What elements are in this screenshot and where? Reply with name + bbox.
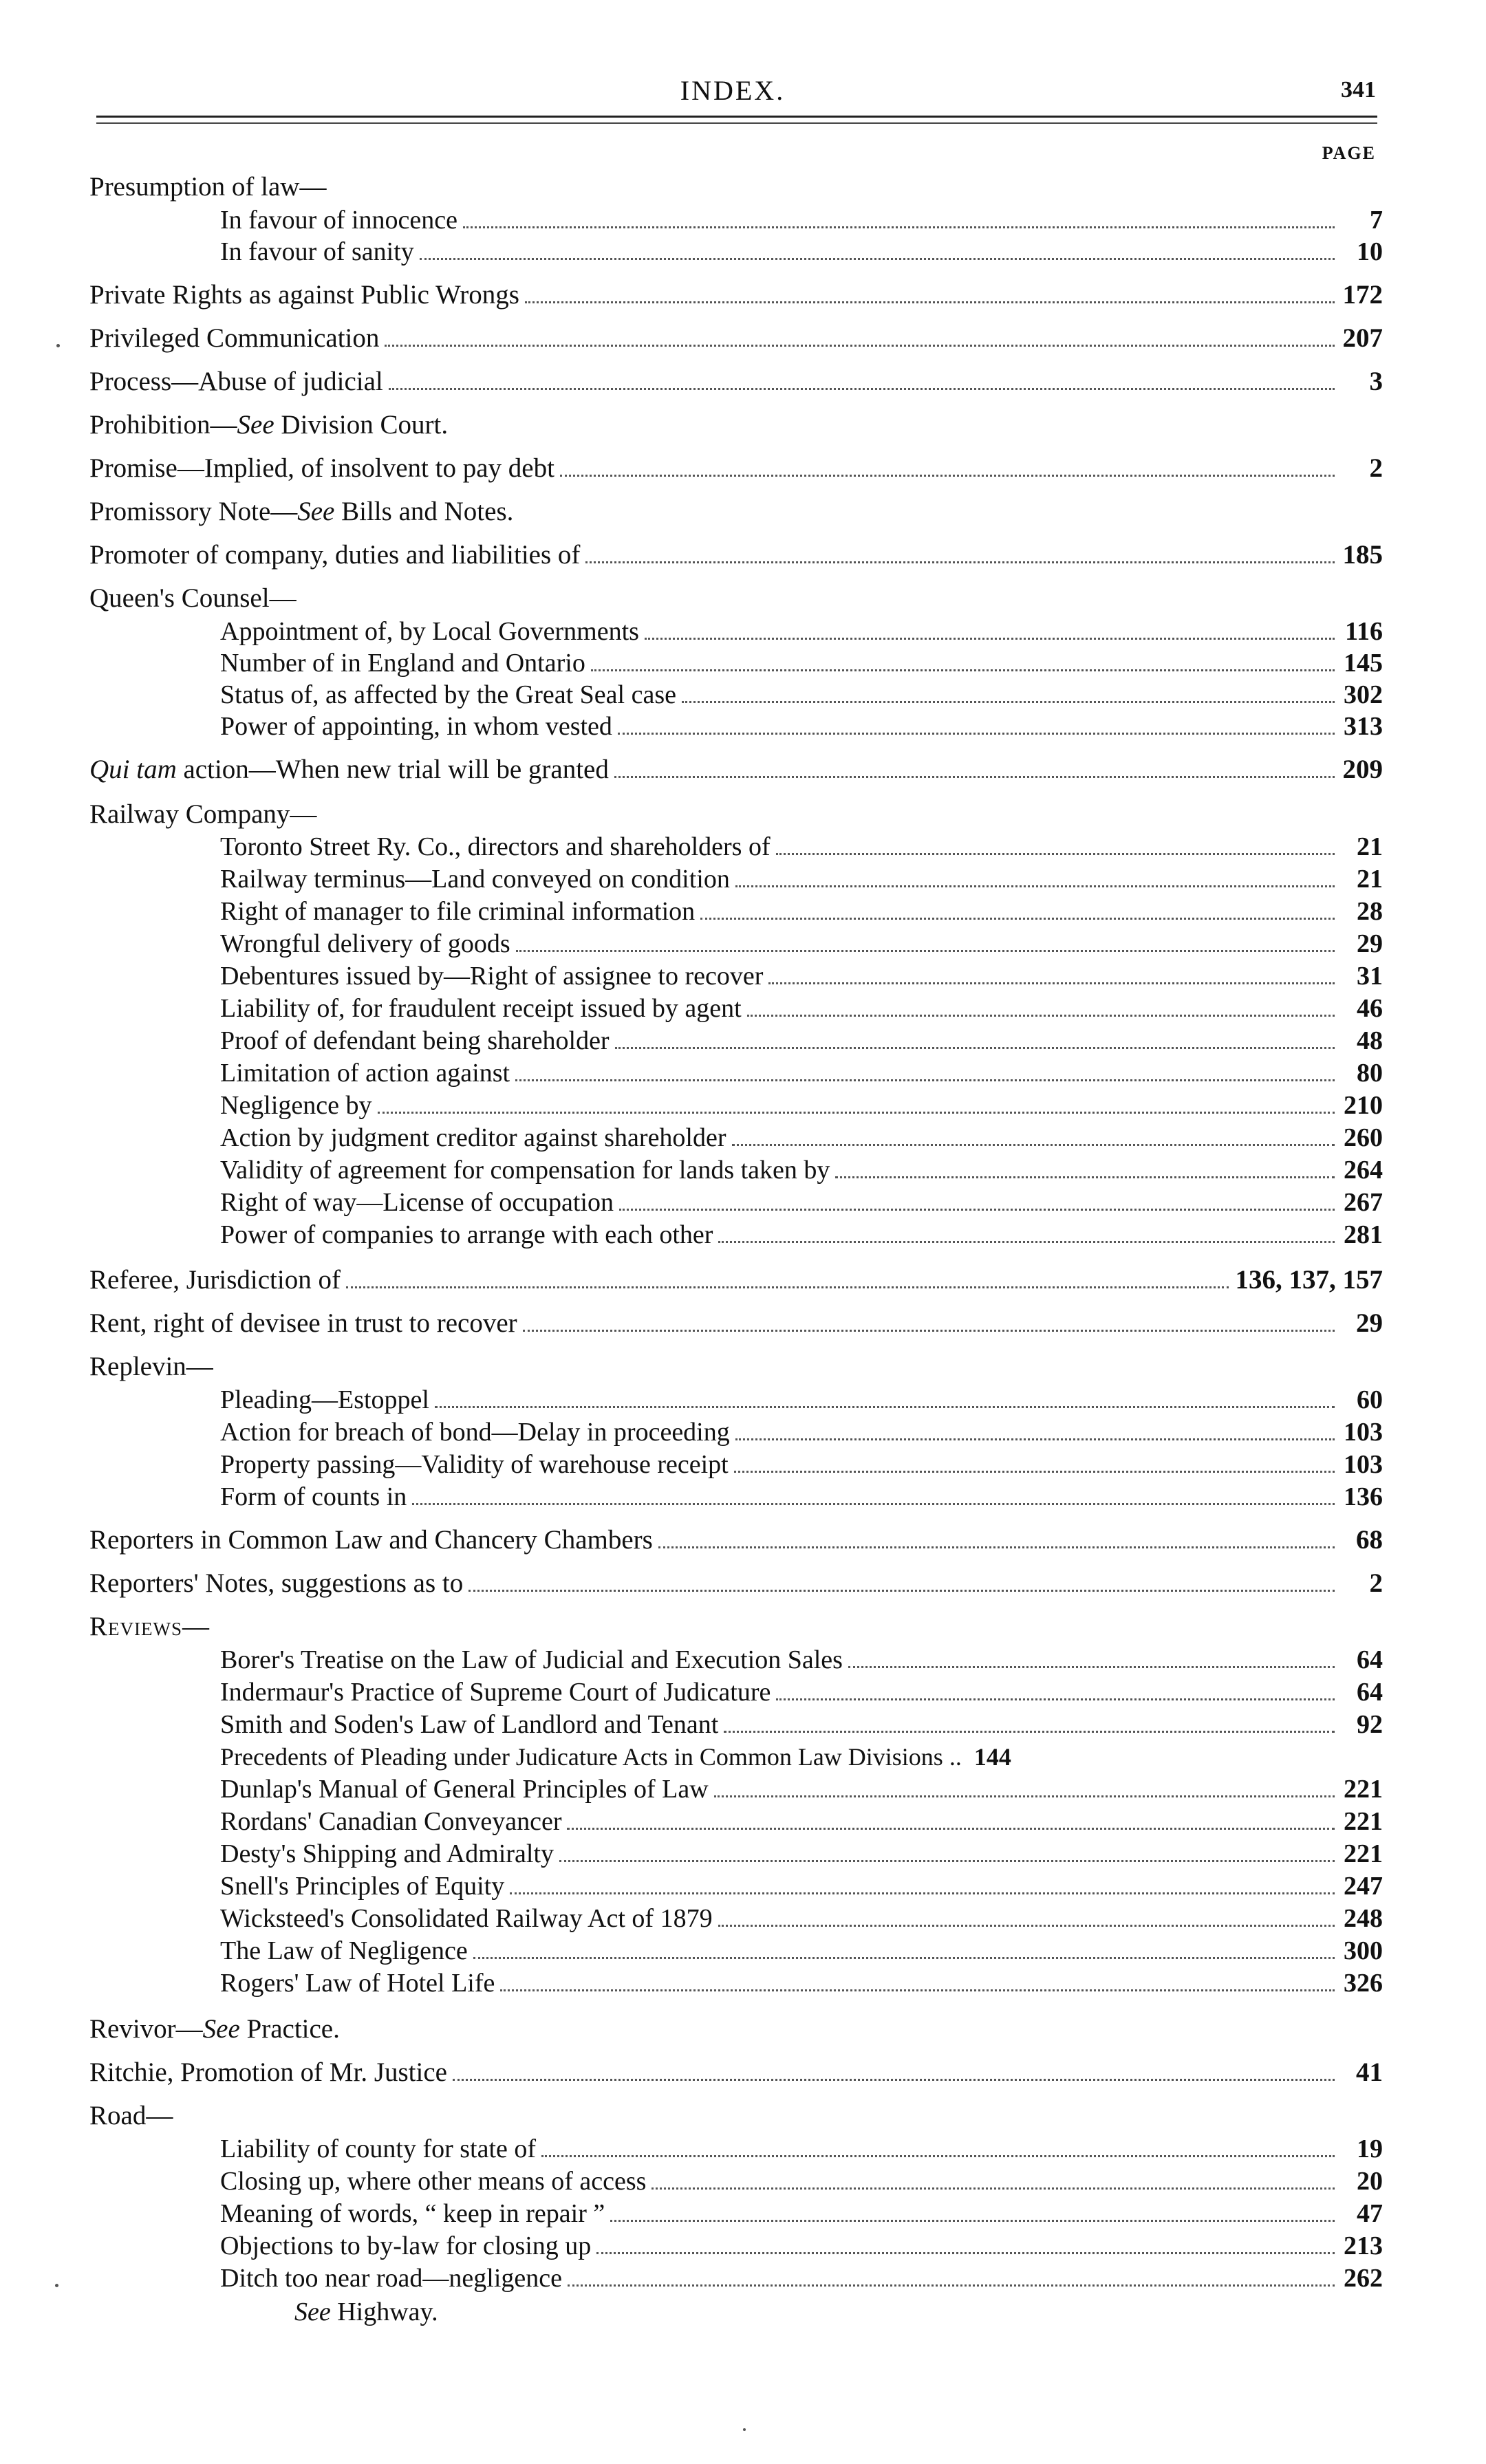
- index-subentry: Rordans' Canadian Conveyancer 221: [220, 1807, 1383, 1836]
- index-subentry: Ditch too near road—negligence 262: [220, 2264, 1383, 2293]
- index-subentry: Number of in England and Ontario 145: [220, 649, 1383, 678]
- index-subentry: Wrongful delivery of goods 29: [220, 929, 1383, 958]
- page-header: [89, 74, 1376, 116]
- index-subentry: Objections to by-law for closing up 213: [220, 2231, 1383, 2260]
- index-subentry: Railway terminus—Land conveyed on condition 21: [220, 865, 1383, 894]
- index-entry: Promissory Note—See Bills and Notes.: [89, 497, 514, 526]
- page-column-label: PAGE: [1322, 143, 1376, 163]
- index-subentry: Right of way—License of occupation 267: [220, 1188, 1383, 1217]
- index-heading: Queen's Counsel—: [89, 583, 297, 613]
- index-subentry: Debentures issued by—Right of assignee to recover 31: [220, 962, 1383, 991]
- index-entry: Private Rights as against Public Wrongs 172: [89, 280, 1383, 310]
- index-subentry: Wicksteed's Consolidated Railway Act of 1879 248: [220, 1904, 1383, 1933]
- index-subentry: Status of, as affected by the Great Seal case 302: [220, 680, 1383, 709]
- index-subentry: Limitation of action against 80: [220, 1059, 1383, 1088]
- page-number: 341: [1341, 77, 1376, 102]
- running-title: INDEX.: [680, 75, 786, 106]
- header-rule: [96, 116, 1377, 118]
- index-subentry: Power of companies to arrange with each other 281: [220, 1220, 1383, 1249]
- index-subentry: Liability of county for state of 19: [220, 2135, 1383, 2163]
- index-heading: Presumption of law—: [89, 172, 327, 202]
- index-subentry: Action for breach of bond—Delay in proceeding 103: [220, 1418, 1383, 1447]
- index-entry: Referee, Jurisdiction of 136, 137, 157: [89, 1265, 1383, 1295]
- index-entry: Privileged Communication 207: [89, 323, 1383, 353]
- index-subentry: Action by judgment creditor against shareholder 260: [220, 1123, 1383, 1152]
- index-subentry: Appointment of, by Local Governments 116: [220, 617, 1383, 646]
- index-subentry: Form of counts in 136: [220, 1482, 1383, 1511]
- print-speck: [743, 2428, 746, 2431]
- index-subentry: Indermaur's Practice of Supreme Court of Judicature 64: [220, 1678, 1383, 1707]
- index-subentry: Precedents of Pleading under Judicature Acts in Common Law Divisions .. 144: [220, 1743, 1011, 1771]
- index-crossref: See Highway.: [294, 2298, 438, 2326]
- index-entry: Process—Abuse of judicial 3: [89, 367, 1383, 396]
- header-rule-double: [96, 122, 1377, 124]
- index-entry: Rent, right of devisee in trust to recover 29: [89, 1308, 1383, 1338]
- index-entry: Prohibition—See Division Court.: [89, 410, 449, 440]
- index-entry: Revivor—See Practice.: [89, 2014, 340, 2044]
- index-subentry: Proof of defendant being shareholder 48: [220, 1026, 1383, 1055]
- index-subentry: Dunlap's Manual of General Principles of Law 221: [220, 1775, 1383, 1804]
- index-heading: Railway Company—: [89, 799, 317, 829]
- index-entry: Promise—Implied, of insolvent to pay debt 2: [89, 453, 1383, 483]
- index-subentry: Borer's Treatise on the Law of Judicial and Execution Sales 64: [220, 1645, 1383, 1674]
- print-speck: [55, 2284, 58, 2287]
- index-subentry: In favour of innocence 7: [220, 206, 1383, 235]
- index-subentry: Liability of, for fraudulent receipt issued by agent 46: [220, 994, 1383, 1023]
- index-subentry: Validity of agreement for compensation for lands taken by 264: [220, 1156, 1383, 1185]
- index-subentry: Toronto Street Ry. Co., directors and shareholders of 21: [220, 832, 1383, 861]
- index-subentry: Meaning of words, “ keep in repair ” 47: [220, 2199, 1383, 2228]
- index-subentry: Desty's Shipping and Admiralty 221: [220, 1839, 1383, 1868]
- index-entry: Qui tam action—When new trial will be granted 209: [89, 755, 1383, 784]
- index-heading: Reviews—: [89, 1612, 210, 1641]
- index-subentry: Snell's Principles of Equity 247: [220, 1872, 1383, 1901]
- index-entry: Reporters in Common Law and Chancery Chambers 68: [89, 1525, 1383, 1555]
- index-subentry: Closing up, where other means of access 20: [220, 2167, 1383, 2196]
- index-subentry: Smith and Soden's Law of Landlord and Tenant 92: [220, 1710, 1383, 1739]
- index-subentry: In favour of sanity 10: [220, 237, 1383, 266]
- index-subentry: The Law of Negligence 300: [220, 1936, 1383, 1965]
- index-subentry: Negligence by 210: [220, 1091, 1383, 1120]
- index-entry: Ritchie, Promotion of Mr. Justice 41: [89, 2057, 1383, 2087]
- index-entry: Reporters' Notes, suggestions as to 2: [89, 1568, 1383, 1598]
- index-subentry: Power of appointing, in whom vested 313: [220, 712, 1383, 741]
- index-entry: Promoter of company, duties and liabilities of 185: [89, 540, 1383, 570]
- index-subentry: Right of manager to file criminal information 28: [220, 897, 1383, 926]
- print-speck: [56, 344, 60, 347]
- index-subentry: Property passing—Validity of warehouse receipt 103: [220, 1450, 1383, 1479]
- index-heading: Replevin—: [89, 1352, 213, 1381]
- index-subentry: Rogers' Law of Hotel Life 326: [220, 1969, 1383, 1998]
- index-subentry: Pleading—Estoppel 60: [220, 1385, 1383, 1414]
- index-heading: Road—: [89, 2101, 173, 2130]
